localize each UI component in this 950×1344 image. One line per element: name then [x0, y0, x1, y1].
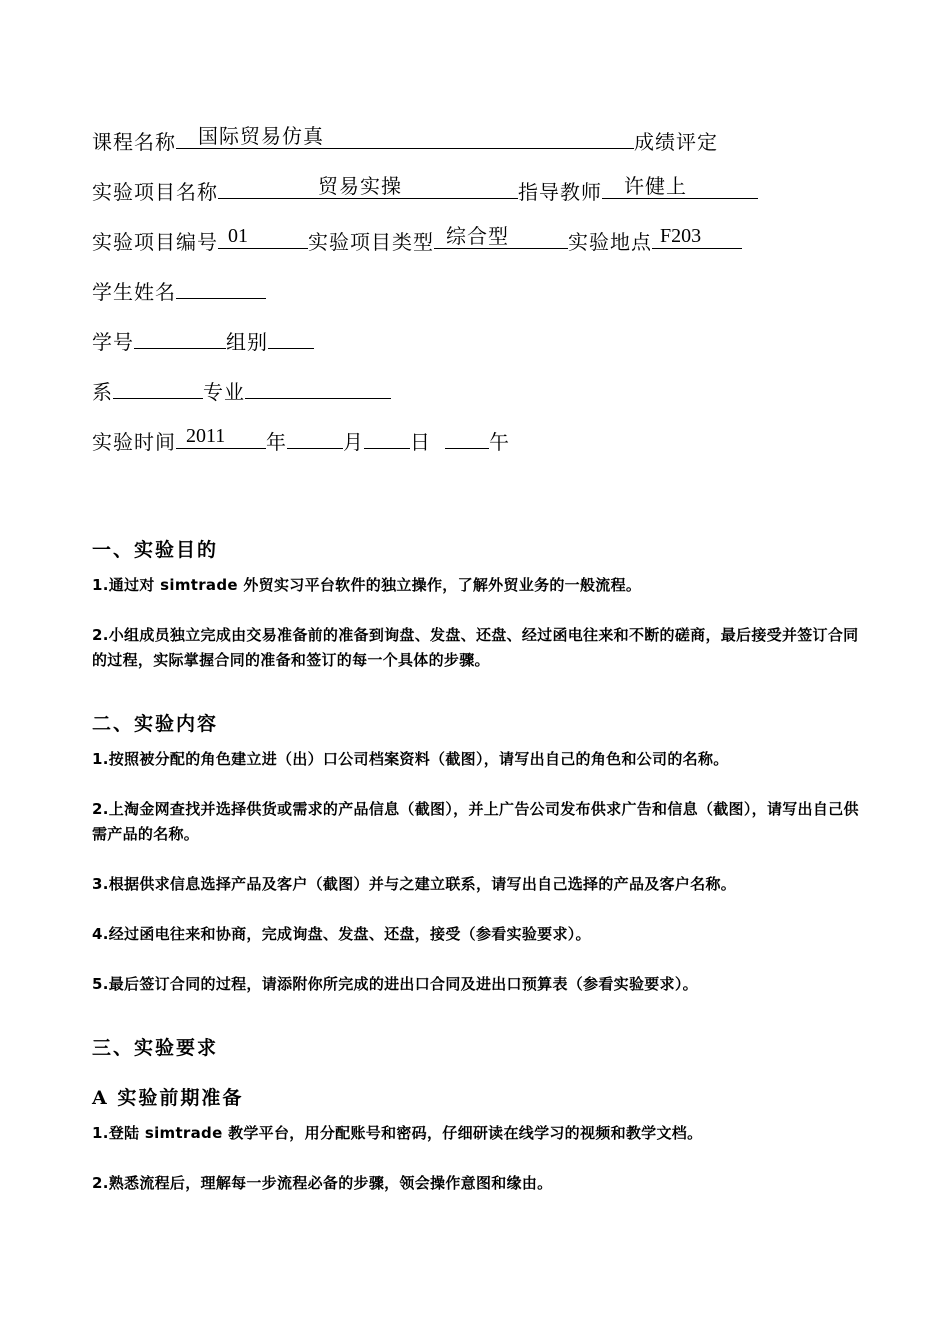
noon-label: 午: [489, 430, 510, 454]
project-type-value: 综合型: [446, 225, 509, 248]
dept-label: 系: [92, 380, 113, 404]
project-no-value: 01: [228, 225, 248, 247]
day-field: [364, 425, 410, 449]
section-1-title: 一、实验目的: [92, 539, 219, 561]
section-3a-paragraph-1: 1.登陆 simtrade 教学平台，用分配账号和密码，仔细研读在线学习的视频和教学文档。: [92, 1124, 703, 1142]
location-field: [652, 225, 742, 249]
year-field: [176, 425, 266, 449]
month-label: 月: [343, 430, 364, 454]
student-id-field: [134, 325, 226, 349]
project-type-field: [434, 225, 568, 249]
dept-field: [113, 375, 203, 399]
dept-line: [92, 375, 391, 405]
major-label: 专业: [203, 380, 245, 404]
project-name-label: 实验项目名称: [92, 180, 218, 204]
location-label: 实验地点: [568, 230, 652, 254]
section-3a-title: A 实验前期准备: [92, 1087, 244, 1109]
course-line: [92, 125, 718, 155]
student-name-label: 学生姓名: [92, 280, 176, 304]
course-field: [176, 125, 634, 149]
project-no-field: [218, 225, 308, 249]
time-label: 实验时间: [92, 430, 176, 454]
group-label: 组别: [226, 330, 268, 354]
course-value: 国际贸易仿真: [198, 125, 324, 148]
project-name-field: [218, 175, 518, 199]
project-name-line: [92, 175, 758, 205]
section-3-title: 三、实验要求: [92, 1037, 219, 1059]
year-label: 年: [266, 430, 287, 454]
section-2-title: 二、实验内容: [92, 713, 219, 735]
section-1-paragraph-2: 2.小组成员独立完成由交易准备前的准备到询盘、发盘、还盘、经过函电往来和不断的磋商，最后接受并签订合同的过程，实际掌握合同的准备和签订的每一个具体的步骤。: [92, 626, 859, 669]
course-label: 课程名称: [92, 130, 176, 154]
student-id-line: [92, 325, 314, 355]
student-name-field: [176, 275, 266, 299]
section-2-paragraph-2: 2.上淘金网查找并选择供货或需求的产品信息（截图），并上广告公司发布供求广告和信息（截图），请写出自己供需产品的名称。: [92, 800, 859, 843]
teacher-value: 许健上: [624, 175, 687, 198]
project-name-value: 贸易实操: [318, 175, 402, 198]
major-field: [245, 375, 391, 399]
month-field: [287, 425, 343, 449]
section-3a-paragraph-2: 2.熟悉流程后，理解每一步流程必备的步骤，领会操作意图和缘由。: [92, 1174, 553, 1192]
student-id-label: 学号: [92, 330, 134, 354]
time-line: [92, 425, 510, 455]
teacher-field: [602, 175, 758, 199]
section-2-paragraph-3: 3.根据供求信息选择产品及客户（截图）并与之建立联系，请写出自己选择的产品及客户名称。: [92, 875, 737, 893]
section-1-paragraph-1: 1.通过对 simtrade 外贸实习平台软件的独立操作，了解外贸业务的一般流程。: [92, 576, 642, 594]
section-2-paragraph-5: 5.最后签订合同的过程，请添附你所完成的进出口合同及进出口预算表（参看实验要求）。: [92, 975, 698, 993]
year-value: 2011: [186, 425, 226, 447]
section-2-paragraph-1: 1.按照被分配的角色建立进（出）口公司档案资料（截图），请写出自己的角色和公司的名称。: [92, 750, 729, 768]
project-type-label: 实验项目类型: [308, 230, 434, 254]
noon-field: [445, 425, 489, 449]
project-no-line: [92, 225, 742, 255]
grade-label: 成绩评定: [634, 130, 718, 154]
project-no-label: 实验项目编号: [92, 230, 218, 254]
group-field: [268, 325, 314, 349]
student-name-line: [92, 275, 266, 305]
day-label: 日: [410, 430, 431, 454]
section-2-paragraph-4: 4.经过函电往来和协商，完成询盘、发盘、还盘，接受（参看实验要求）。: [92, 925, 591, 943]
teacher-label: 指导教师: [518, 180, 602, 204]
location-value: F203: [660, 225, 702, 247]
